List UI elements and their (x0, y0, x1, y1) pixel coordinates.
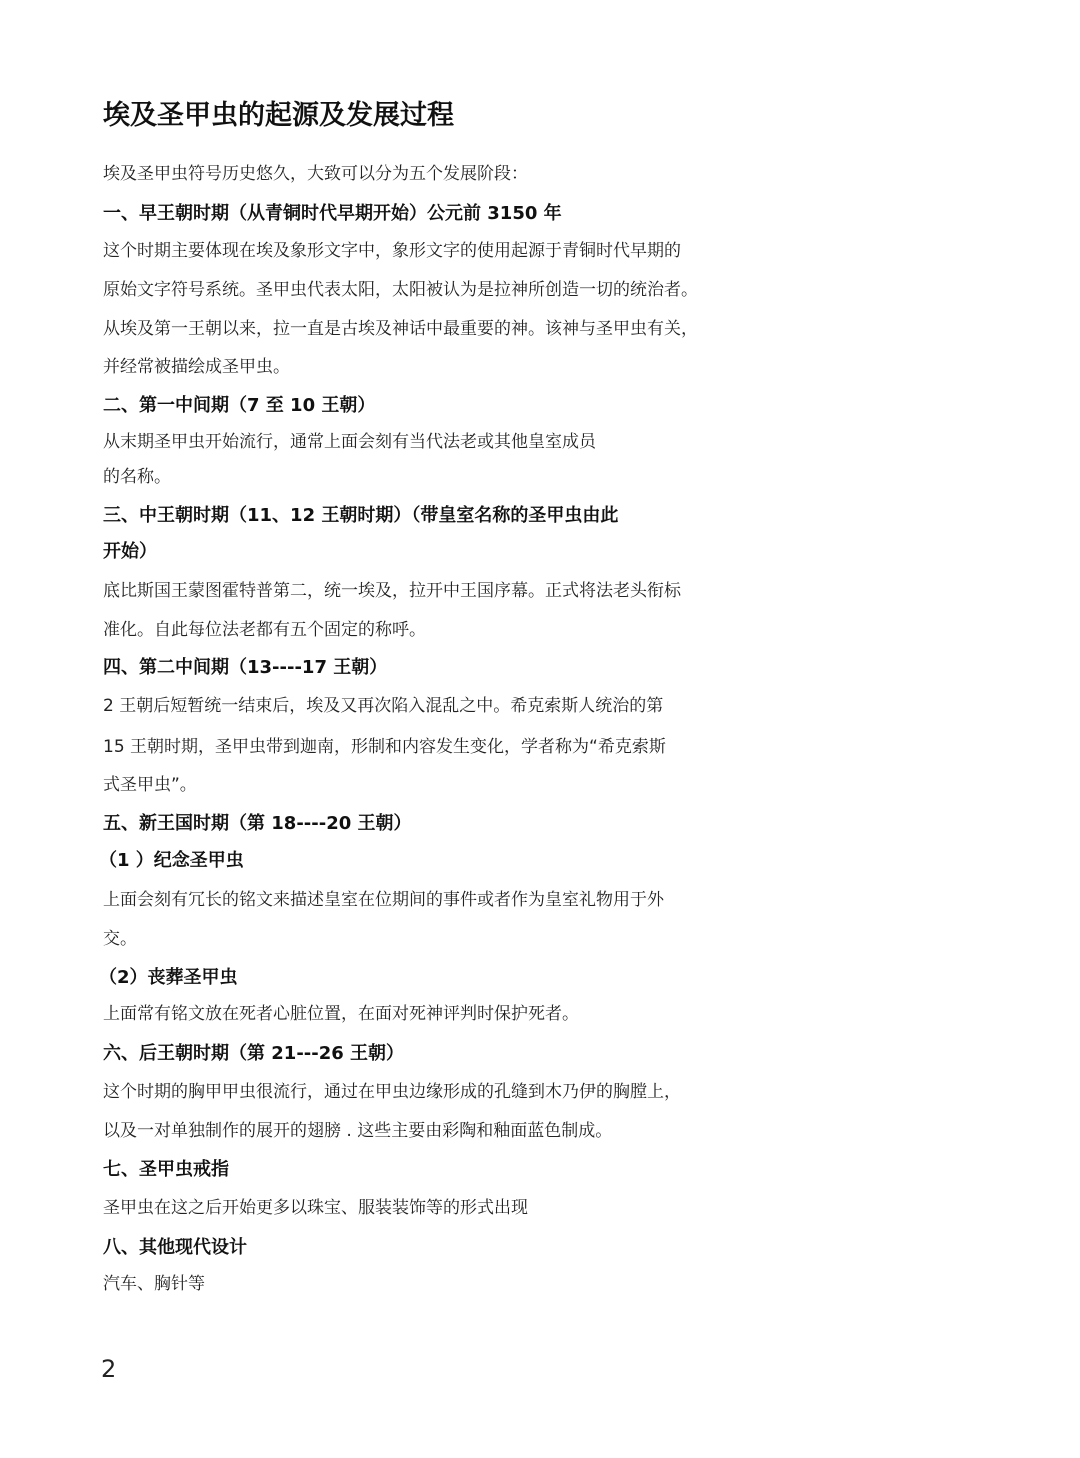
section-heading-1: 一、早王朝时期（从青铜时代早期开始）公元前 3150 年 (103, 203, 562, 224)
section-heading-4: 四、第二中间期（13----17 王朝） (103, 657, 388, 678)
subsection-5-1-line-1: 上面会刻有冗长的铭文来描述皇室在位期间的事件或者作为皇室礼物用于外 (103, 890, 664, 910)
section-6-line-2: 以及一对单独制作的展开的翅膀 . 这些主要由彩陶和釉面蓝色制成。 (103, 1121, 613, 1141)
section-heading-2: 二、第一中间期（7 至 10 王朝） (103, 395, 376, 416)
section-2-line-2: 的名称。 (103, 467, 171, 487)
section-3-line-1: 底比斯国王蒙图霍特普第二，统一埃及，拉开中王国序幕。正式将法老头衔标 (103, 581, 681, 601)
subsection-5-1-line-2: 交。 (103, 929, 137, 949)
subsection-5-2-line-1: 上面常有铭文放在死者心脏位置，在面对死神评判时保护死者。 (103, 1004, 579, 1024)
section-2-line-1: 从末期圣甲虫开始流行，通常上面会刻有当代法老或其他皇室成员 (103, 432, 596, 452)
section-8-line-1: 汽车、胸针等 (103, 1274, 205, 1294)
page-title: 埃及圣甲虫的起源及发展过程 (103, 100, 454, 131)
section-7-line-1: 圣甲虫在这之后开始更多以珠宝、服装装饰等的形式出现 (103, 1198, 528, 1218)
section-1-line-1: 这个时期主要体现在埃及象形文字中，象形文字的使用起源于青铜时代早期的 (103, 241, 681, 261)
section-4-line-1: 2 王朝后短暂统一结束后，埃及又再次陷入混乱之中。希克索斯人统治的第 (103, 696, 664, 716)
section-6-line-1: 这个时期的胸甲甲虫很流行，通过在甲虫边缘形成的孔缝到木乃伊的胸膛上， (103, 1082, 681, 1102)
subsection-heading-5-2: （2）丧葬圣甲虫 (99, 967, 238, 988)
section-1-line-4: 并经常被描绘成圣甲虫。 (103, 357, 290, 377)
section-3-line-2: 准化。自此每位法老都有五个固定的称呼。 (103, 620, 426, 640)
section-4-line-3: 式圣甲虫”。 (103, 775, 197, 795)
section-heading-3-line-2: 开始） (103, 541, 157, 562)
section-heading-8: 八、其他现代设计 (103, 1237, 247, 1258)
section-4-line-2: 15 王朝时期，圣甲虫带到迦南，形制和内容发生变化，学者称为“希克索斯 (103, 737, 666, 757)
section-heading-3-line-1: 三、中王朝时期（11、12 王朝时期）（带皇室名称的圣甲虫由此 (103, 505, 619, 526)
section-heading-6: 六、后王朝时期（第 21---26 王朝） (103, 1043, 405, 1064)
section-heading-7: 七、圣甲虫戒指 (103, 1159, 229, 1180)
subsection-heading-5-1: （1 ）纪念圣甲虫 (99, 850, 244, 871)
section-1-line-2: 原始文字符号系统。圣甲虫代表太阳，太阳被认为是拉神所创造一切的统治者。 (103, 280, 698, 300)
page-number: 2 (101, 1355, 117, 1383)
section-heading-5: 五、新王国时期（第 18----20 王朝） (103, 813, 412, 834)
intro-paragraph: 埃及圣甲虫符号历史悠久，大致可以分为五个发展阶段： (103, 164, 528, 184)
section-1-line-3: 从埃及第一王朝以来，拉一直是古埃及神话中最重要的神。该神与圣甲虫有关， (103, 319, 698, 339)
